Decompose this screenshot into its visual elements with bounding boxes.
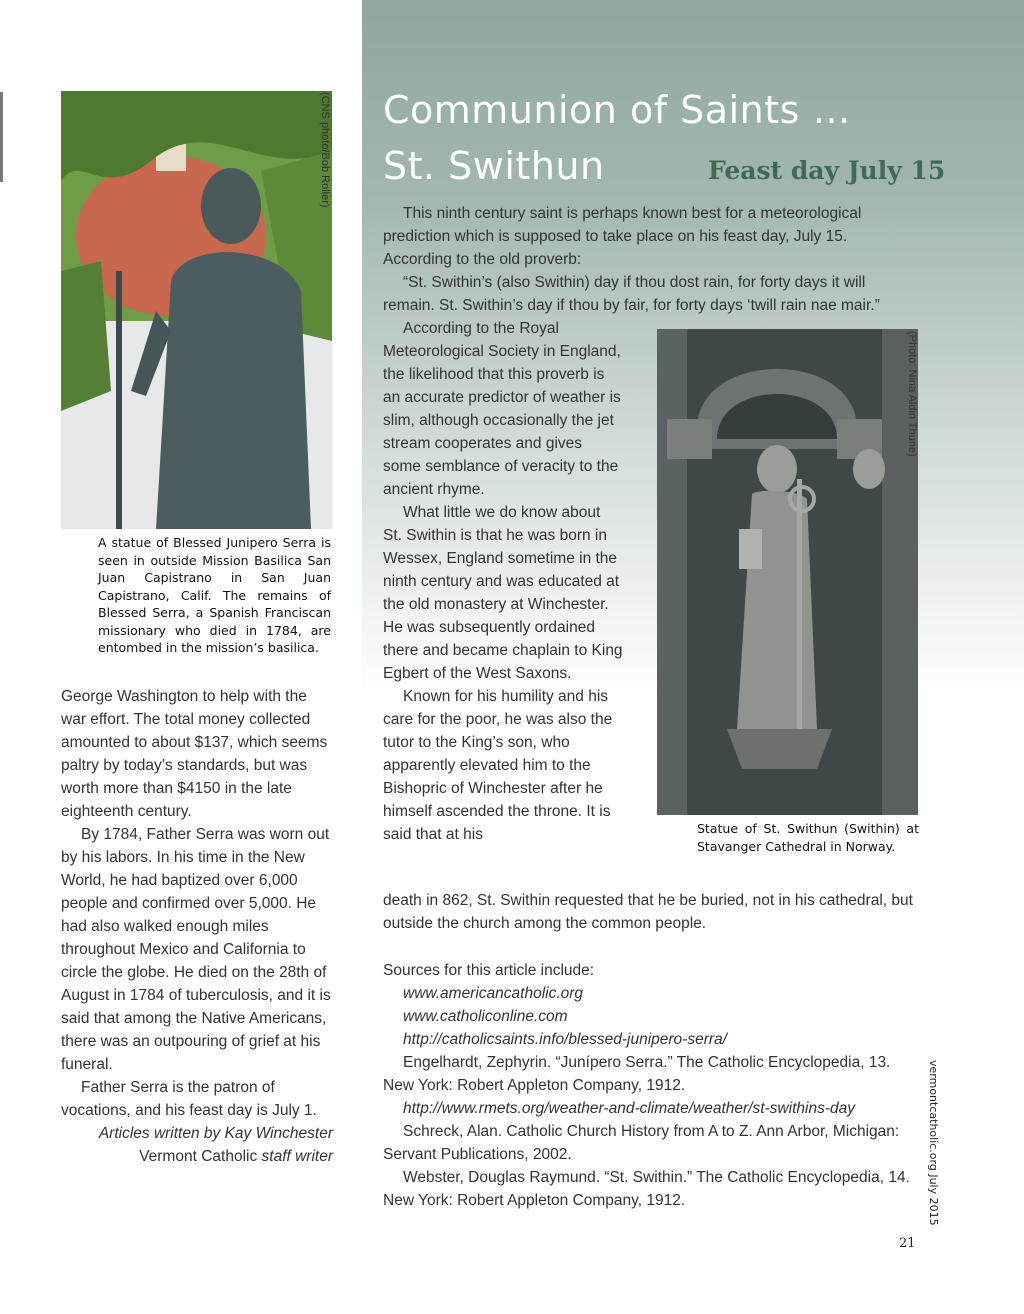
publication-footer: vermontcatholic.org July 2015 [927, 1060, 940, 1226]
intro-paragraph: This ninth century saint is perhaps known best for a meteorological prediction which is supposed to take place on his feast day, July 15. According to the old proverb: [383, 205, 862, 268]
feast-day: Feast day July 15 [708, 156, 946, 185]
known-facts-paragraph: What little we do know about St. Swithin is that he was born in Wessex, England sometime in the ninth century and was educated at the old monastery at Winchester. He was subsequently ordained there and became chaplain to King Egbert of the West Saxons. [383, 504, 623, 682]
sources-list [383, 959, 918, 1212]
page-number: 21 [899, 1236, 916, 1251]
serra-paragraph: Father Serra is the patron of vocations, and his feast day is July 1. [61, 1079, 317, 1119]
author-role: staff writer [261, 1148, 333, 1165]
source-item: Webster, Douglas Raymund. “St. Swithin.” The Catholic Encyclopedia, 14. New York: Robert Appleton Company, 1912. [383, 1169, 910, 1209]
photo2-credit: (Photo: Nina Aldin Thune) [906, 331, 918, 457]
serra-statue-photo [61, 91, 332, 529]
page-edge-mark [0, 92, 3, 182]
article-narrow-column [383, 317, 623, 846]
author-credit: Articles written by Kay Winchester [98, 1125, 333, 1142]
swithun-statue-photo [657, 329, 918, 815]
royal-society-paragraph: According to the Royal Meteorological Society in England, the likelihood that this proverb is an accurate predictor of weather is slim, although occasionally the jet stream cooperates and gives some semblance of veracity to the ancient rhyme. [383, 320, 621, 498]
photo1-credit: (CNS photo/Bob Roller) [319, 92, 331, 208]
article-intro [383, 202, 918, 317]
source-item: Schreck, Alan. Catholic Church History from A to Z. Ann Arbor, Michigan: Servant Publications, 2002. [383, 1123, 900, 1163]
article-continuation [383, 889, 918, 935]
author-affiliation [61, 1145, 333, 1168]
serra-paragraph: By 1784, Father Serra was worn out by his labors. In his time in the New World, he had baptized over 6,000 people and confirmed over 5,000. He had also walked enough miles throughout Mexico and California to circle the globe. He died on the 28th of August in 1784 of tuberculosis, and it is said that among the Native Americans, there was an outpouring of grief at his funeral. [61, 826, 331, 1073]
saint-name: St. Swithun [383, 144, 605, 188]
serra-article-continuation [61, 685, 333, 1168]
source-item: www.americancatholic.org [403, 985, 584, 1002]
source-item: http://catholicsaints.info/blessed-junipero-serra/ [403, 1031, 727, 1048]
publication-name: Vermont Catholic [139, 1148, 262, 1165]
proverb-paragraph: “St. Swithin’s (also Swithin) day if thou dost rain, for forty days it will remain. St. Swithin’s day if thou by fair, for forty days ‘twill rain nae mair.” [383, 274, 880, 314]
death-paragraph: death in 862, St. Swithin requested that he be buried, not in his cathedral, but outside the church among the common people. [383, 892, 913, 932]
page-title: Communion of Saints … [383, 88, 851, 132]
source-item: www.catholiconline.com [403, 1008, 568, 1025]
photo1-caption: A statue of Blessed Junipero Serra is seen in outside Mission Basilica San Juan Capistrano in San Juan Capistrano, Calif. The remains of Blessed Serra, a Spanish Franciscan missionary who died in 1784, are entombed in the mission’s basilica. [98, 535, 331, 655]
sources-heading: Sources for this article include: [383, 962, 595, 979]
humility-paragraph: Known for his humility and his care for the poor, he was also the tutor to the King’s son, who apparently elevated him to the Bishopric of Winchester after he himself ascended the throne. It is said that at his [383, 688, 613, 843]
source-item: Engelhardt, Zephyrin. “Junípero Serra.” The Catholic Encyclopedia, 13. New York: Robert Appleton Company, 1912. [383, 1054, 891, 1094]
source-item: http://www.rmets.org/weather-and-climate/weather/st-swithins-day [403, 1100, 855, 1117]
serra-paragraph: George Washington to help with the war effort. The total money collected amounted to about $137, which seems paltry by today’s standards, but was worth more than $4150 in the late eighteenth century. [61, 688, 328, 820]
photo2-caption: Statue of St. Swithun (Swithin) at Stavanger Cathedral in Norway. [697, 821, 919, 854]
